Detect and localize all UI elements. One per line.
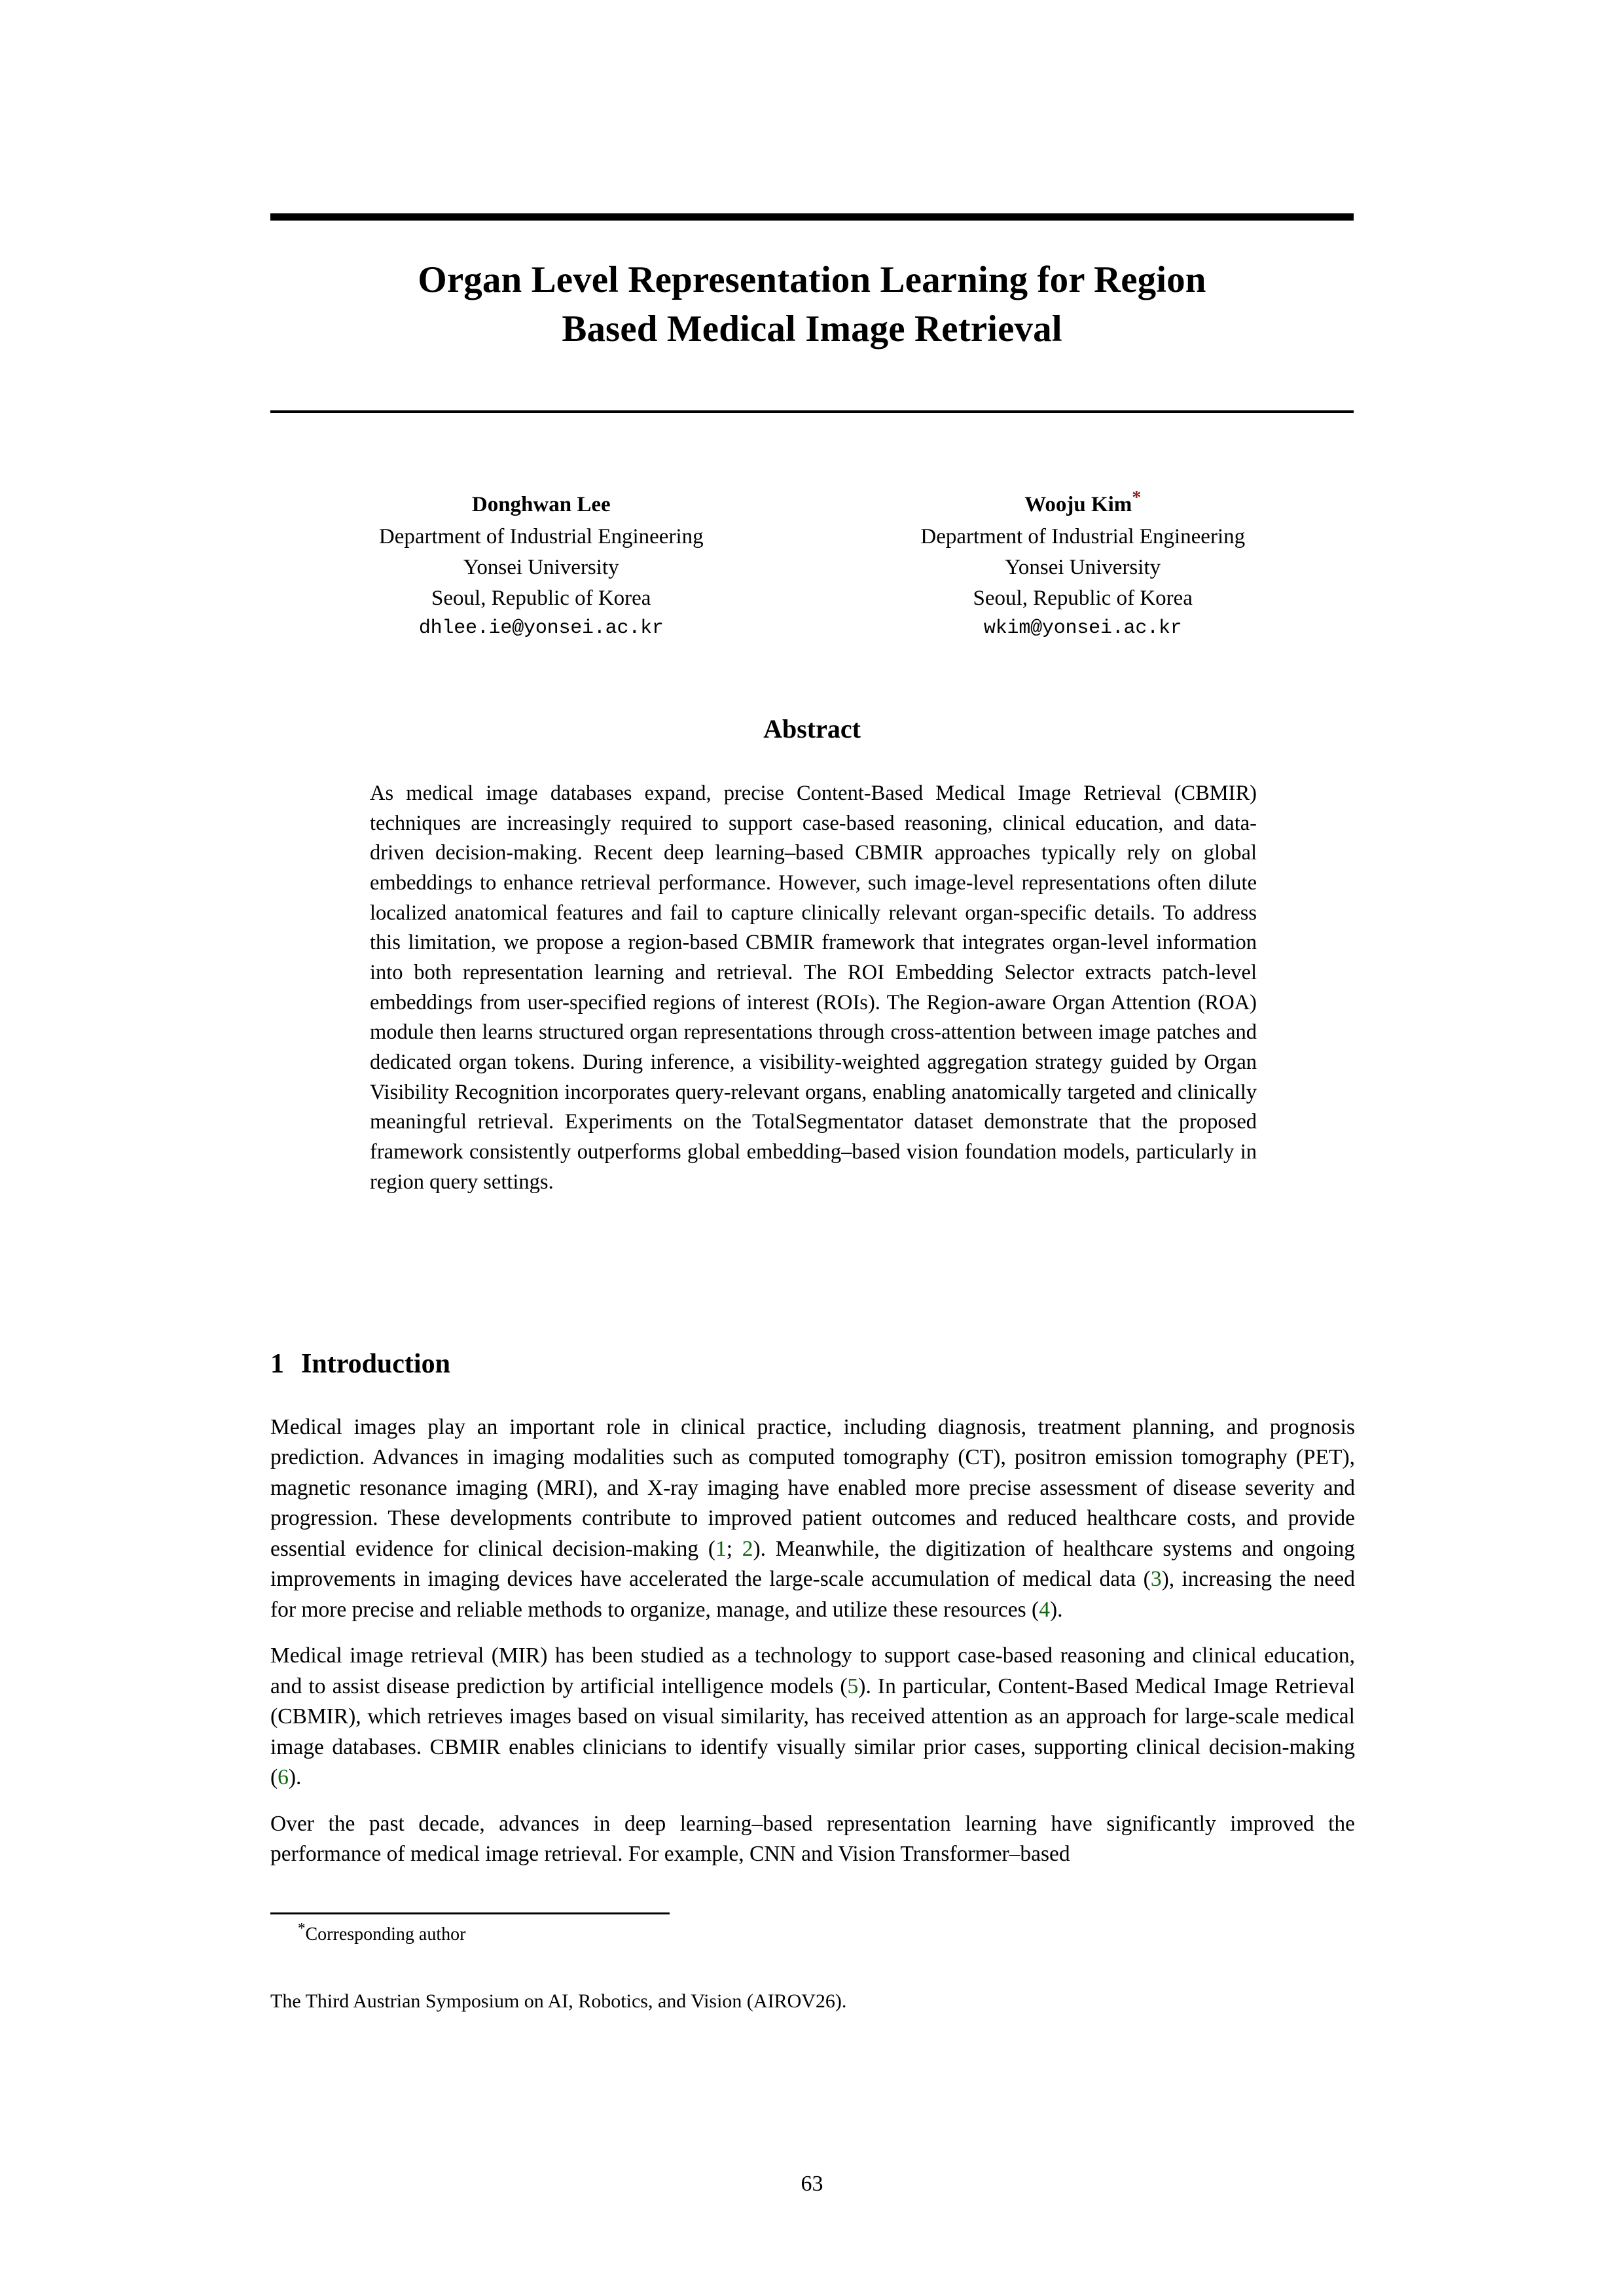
abstract-text: As medical image databases expand, precise Content-Based Medical Image Retrieval (CBMIR) techniques are increasingly required to support case-based reasoning, clinical education, and data-driven decision-making. Recent deep learning–based CBMIR approaches typically rely on global embeddings to enhance retrieval performance. However, such image-level representations often dilute localized anatomical features and fail to capture clinically relevant organ-specific details. To address this limitation, we propose a region-based CBMIR framework that integrates organ-level information into both representation learning and retrieval. The ROI Embedding Selector extracts patch-level embeddings from user-specified regions of interest (ROIs). The Region-aware Organ Attention (ROA) module then learns structured organ representations through cross-attention between image patches and dedicated organ tokens. During inference, a visibility-weighted aggregation strategy guided by Organ Visibility Recognition incorporates query-relevant organs, enabling anatomically targeted and clinically meaningful retrieval. Experiments on the TotalSegmentator dataset demonstrate that the proposed framework consistently outperforms global embedding–based vision foundation models, particularly in region query settings. — [370, 781, 1257, 1194]
paragraph-2-part-c: ). — [288, 1765, 302, 1790]
paragraph-2-part-b: ). In particular, Content-Based Medical Image Retrieval (CBMIR), which retrieves images based on visual similarity, has received attention as an approach for large-scale medical image databases. CBMIR enables clinicians to identify visually similar prior cases, supporting clinical decision-making ( — [270, 1674, 1355, 1790]
paragraph-1-part-d: ). — [1049, 1597, 1063, 1622]
footnote-marker: * — [298, 1920, 306, 1937]
author-institution: Yonsei University — [1005, 555, 1161, 579]
paragraph-3: Over the past decade, advances in deep learning–based representation learning have significantly improved the performance of medical image retrieval. For example, CNN and Vision Transformer–based — [270, 1811, 1355, 1867]
citation-separator-1: ; — [726, 1536, 742, 1561]
citation-link-2[interactable]: 2 — [742, 1536, 753, 1561]
body-text — [270, 1412, 1355, 1870]
section-number: 1 — [270, 1349, 284, 1379]
author-entry-2 — [812, 490, 1354, 643]
title-line-2: Based Medical Image Retrieval — [562, 308, 1062, 350]
footnote — [298, 1920, 1345, 1946]
author-location: Seoul, Republic of Korea — [973, 586, 1193, 610]
author-department: Department of Industrial Engineering — [920, 524, 1246, 548]
paragraph-2 — [270, 1641, 1355, 1793]
paragraph-1 — [270, 1412, 1355, 1625]
author-entry-1 — [270, 490, 812, 643]
title-top-rule — [270, 213, 1354, 221]
author-name — [270, 490, 812, 520]
citation-link-5[interactable]: 5 — [847, 1674, 859, 1698]
title-line-1: Organ Level Representation Learning for Region — [418, 259, 1206, 300]
paragraph-2-part-a: Medical image retrieval (MIR) has been studied as a technology to support case-based reasoning and clinical education, and to assist disease prediction by artificial intelligence models ( — [270, 1643, 1355, 1698]
author-department: Department of Industrial Engineering — [378, 524, 704, 548]
abstract-heading: Abstract — [763, 714, 861, 744]
paragraph-1-part-a: Medical images play an important role in clinical practice, including diagnosis, treatment planning, and prognosis prediction. Advances in imaging modalities such as computed tomography (CT), positron emission tomography (PET), magnetic resonance imaging (MRI), and X-ray imaging have enabled more precise assessment of disease severity and progression. These developments contribute to improved patient outcomes and reduced healthcare costs, and provide essential evidence for clinical decision-making ( — [270, 1415, 1355, 1561]
citation-link-4[interactable]: 4 — [1039, 1597, 1050, 1622]
section-heading-introduction — [270, 1348, 1354, 1380]
author-email[interactable]: wkim@yonsei.ac.kr — [983, 617, 1182, 640]
paragraph-1-part-c: ), increasing the need for more precise and reliable methods to organize, manage, and utilize these resources ( — [270, 1567, 1355, 1622]
author-name-text: Wooju Kim — [1024, 493, 1132, 516]
corresponding-author-marker: * — [1132, 488, 1142, 508]
citation-link-1[interactable]: 1 — [715, 1536, 727, 1561]
citation-link-6[interactable]: 6 — [278, 1765, 289, 1790]
author-institution: Yonsei University — [463, 555, 619, 579]
author-email[interactable]: dhlee.ie@yonsei.ac.kr — [418, 617, 664, 640]
author-name — [812, 490, 1354, 520]
author-name-text: Donghwan Lee — [471, 493, 611, 516]
footnote-separator-rule — [270, 1912, 670, 1914]
author-location: Seoul, Republic of Korea — [431, 586, 651, 610]
paragraph-1-part-b: ). Meanwhile, the digitization of healthcare systems and ongoing improvements in imaging devices have accelerated the large-scale accumulation of medical data ( — [270, 1536, 1356, 1592]
page-number: 63 — [801, 2172, 823, 2196]
title-bottom-rule — [270, 410, 1354, 413]
footnote-text: Corresponding author — [305, 1924, 466, 1945]
page-title — [270, 255, 1354, 353]
venue-line: The Third Austrian Symposium on AI, Robotics, and Vision (AIROV26). — [270, 1990, 847, 2012]
author-block — [270, 490, 1354, 643]
citation-link-3[interactable]: 3 — [1150, 1567, 1162, 1592]
section-title: Introduction — [301, 1349, 450, 1379]
